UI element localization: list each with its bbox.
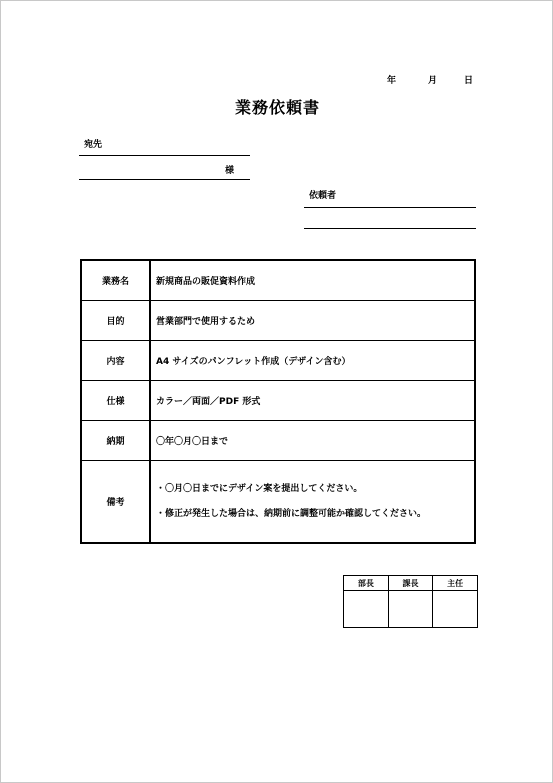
row-label-notes: 備考 bbox=[81, 461, 150, 544]
approval-stamp-chief bbox=[433, 591, 478, 628]
recipient-line-2 bbox=[79, 179, 250, 180]
row-label-task-name: 業務名 bbox=[81, 260, 150, 301]
recipient-label: 宛先 bbox=[84, 140, 103, 150]
note-line-1: ・〇月〇日までにデザイン案を提出してください。 bbox=[156, 484, 363, 494]
recipient-line-1 bbox=[79, 155, 250, 156]
date-day: 日 bbox=[464, 76, 474, 86]
approval-header-manager: 課長 bbox=[388, 576, 433, 591]
row-label-deadline: 納期 bbox=[81, 421, 150, 461]
date-year: 年 bbox=[387, 76, 397, 86]
approval-stamp-director bbox=[344, 591, 389, 628]
table-row bbox=[81, 461, 475, 544]
request-table bbox=[80, 259, 476, 544]
row-label-purpose: 目的 bbox=[81, 301, 150, 341]
table-row bbox=[81, 381, 475, 421]
note-line-2: ・修正が発生した場合は、納期前に調整可能か確認してください。 bbox=[156, 509, 427, 519]
approval-stamp-manager bbox=[388, 591, 433, 628]
row-value-deadline: 〇年〇月〇日まで bbox=[150, 421, 475, 461]
date-month: 月 bbox=[428, 76, 438, 86]
row-label-content: 内容 bbox=[81, 341, 150, 381]
approval-header-chief: 主任 bbox=[433, 576, 478, 591]
requester-line-1 bbox=[304, 207, 476, 208]
requester-line-2 bbox=[304, 228, 476, 229]
row-value-task-name: 新規商品の販促資料作成 bbox=[150, 260, 475, 301]
table-row bbox=[81, 341, 475, 381]
row-label-spec: 仕様 bbox=[81, 381, 150, 421]
table-row bbox=[81, 260, 475, 301]
approval-header-director: 部長 bbox=[344, 576, 389, 591]
table-row bbox=[81, 421, 475, 461]
approval-stamp-table bbox=[343, 575, 478, 628]
row-value-spec: カラー／両面／PDF 形式 bbox=[150, 381, 475, 421]
row-value-notes bbox=[150, 461, 475, 544]
row-value-purpose: 営業部門で使用するため bbox=[150, 301, 475, 341]
requester-label: 依頼者 bbox=[309, 191, 337, 201]
recipient-honorific: 様 bbox=[225, 166, 235, 176]
document-title: 業務依頼書 bbox=[234, 98, 320, 117]
row-value-content: A4 サイズのパンフレット作成（デザイン含む） bbox=[150, 341, 475, 381]
table-row bbox=[81, 301, 475, 341]
